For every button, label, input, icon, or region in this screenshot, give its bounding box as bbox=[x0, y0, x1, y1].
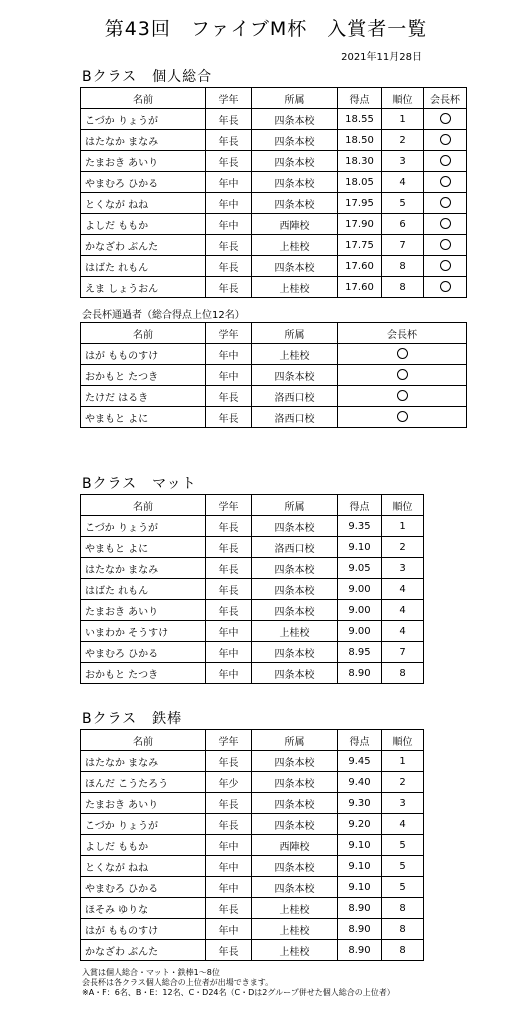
grade-cell: 年長 bbox=[206, 579, 252, 600]
column-header: 学年 bbox=[206, 88, 252, 109]
score-cell: 9.35 bbox=[338, 516, 382, 537]
score-cell: 9.30 bbox=[338, 793, 382, 814]
mat-header bbox=[81, 495, 424, 516]
score-cell: 17.90 bbox=[338, 214, 382, 235]
grade-cell: 年長 bbox=[206, 151, 252, 172]
name-cell: えま しょうおん bbox=[81, 277, 206, 298]
mat-heading: Bクラス マット bbox=[82, 476, 197, 492]
school-cell: 四条本校 bbox=[252, 365, 338, 386]
score-cell: 9.10 bbox=[338, 856, 382, 877]
column-header: 学年 bbox=[206, 323, 252, 344]
circle-mark-icon bbox=[397, 348, 408, 359]
school-cell: 四条本校 bbox=[252, 642, 338, 663]
score-cell: 9.00 bbox=[338, 579, 382, 600]
name-cell: こづか りょうが bbox=[81, 109, 206, 130]
footnote-line: 会長杯は各クラス個人総合の上位者が出場できます。 bbox=[82, 978, 274, 987]
name-cell: はたなか まなみ bbox=[81, 130, 206, 151]
rank-cell: 2 bbox=[382, 130, 424, 151]
rank-cell: 4 bbox=[382, 621, 424, 642]
school-cell: 四条本校 bbox=[252, 751, 338, 772]
school-cell: 上桂校 bbox=[252, 277, 338, 298]
name-cell: はが もものすけ bbox=[81, 919, 206, 940]
name-cell: ほそみ ゆりな bbox=[81, 898, 206, 919]
school-cell: 四条本校 bbox=[252, 814, 338, 835]
column-header: 順位 bbox=[382, 88, 424, 109]
circle-mark-icon bbox=[440, 218, 451, 229]
score-cell: 18.55 bbox=[338, 109, 382, 130]
column-header: 得点 bbox=[338, 88, 382, 109]
cup-mark-cell bbox=[424, 193, 467, 214]
school-cell: 上桂校 bbox=[252, 235, 338, 256]
school-cell: 上桂校 bbox=[252, 344, 338, 365]
school-cell: 洛西口校 bbox=[252, 537, 338, 558]
cup-mark-cell bbox=[424, 256, 467, 277]
rank-cell: 3 bbox=[382, 151, 424, 172]
rank-cell: 5 bbox=[382, 856, 424, 877]
rank-cell: 3 bbox=[382, 793, 424, 814]
name-cell: たけだ はるき bbox=[81, 386, 206, 407]
grade-cell: 年中 bbox=[206, 919, 252, 940]
column-header: 会長杯 bbox=[338, 323, 467, 344]
table-row bbox=[81, 856, 424, 877]
score-cell: 17.60 bbox=[338, 277, 382, 298]
school-cell: 四条本校 bbox=[252, 877, 338, 898]
school-cell: 四条本校 bbox=[252, 151, 338, 172]
grade-cell: 年長 bbox=[206, 814, 252, 835]
grade-cell: 年長 bbox=[206, 256, 252, 277]
circle-mark-icon bbox=[440, 176, 451, 187]
school-cell: 四条本校 bbox=[252, 558, 338, 579]
school-cell: 四条本校 bbox=[252, 600, 338, 621]
score-cell: 9.10 bbox=[338, 537, 382, 558]
name-cell: とくなが ねね bbox=[81, 856, 206, 877]
rank-cell: 4 bbox=[382, 600, 424, 621]
grade-cell: 年長 bbox=[206, 940, 252, 961]
score-cell: 9.10 bbox=[338, 877, 382, 898]
school-cell: 四条本校 bbox=[252, 772, 338, 793]
score-cell: 18.05 bbox=[338, 172, 382, 193]
table-row bbox=[81, 256, 467, 277]
circle-mark-icon bbox=[397, 411, 408, 422]
page-title: 第43回 ファイブM杯 入賞者一覧 bbox=[104, 18, 428, 40]
name-cell: よしだ ももか bbox=[81, 835, 206, 856]
table-row bbox=[81, 172, 467, 193]
grade-cell: 年長 bbox=[206, 130, 252, 151]
name-cell: はたなか まなみ bbox=[81, 558, 206, 579]
overall-body bbox=[81, 109, 467, 298]
rank-cell: 4 bbox=[382, 579, 424, 600]
grade-cell: 年長 bbox=[206, 516, 252, 537]
overall-header bbox=[81, 88, 467, 109]
bar-table bbox=[80, 729, 424, 961]
name-cell: こづか りょうが bbox=[81, 516, 206, 537]
grade-cell: 年長 bbox=[206, 235, 252, 256]
grade-cell: 年中 bbox=[206, 172, 252, 193]
name-cell: たまおき あいり bbox=[81, 600, 206, 621]
table-row bbox=[81, 793, 424, 814]
column-header: 名前 bbox=[81, 323, 206, 344]
cup-header bbox=[81, 323, 467, 344]
school-cell: 上桂校 bbox=[252, 621, 338, 642]
rank-cell: 8 bbox=[382, 898, 424, 919]
circle-mark-icon bbox=[440, 281, 451, 292]
rank-cell: 6 bbox=[382, 214, 424, 235]
grade-cell: 年長 bbox=[206, 537, 252, 558]
grade-cell: 年少 bbox=[206, 772, 252, 793]
column-header: 学年 bbox=[206, 730, 252, 751]
table-row bbox=[81, 151, 467, 172]
grade-cell: 年長 bbox=[206, 407, 252, 428]
table-row bbox=[81, 772, 424, 793]
grade-cell: 年中 bbox=[206, 663, 252, 684]
school-cell: 四条本校 bbox=[252, 516, 338, 537]
table-row bbox=[81, 940, 424, 961]
bar-body bbox=[81, 751, 424, 961]
rank-cell: 1 bbox=[382, 516, 424, 537]
school-cell: 上桂校 bbox=[252, 919, 338, 940]
score-cell: 17.95 bbox=[338, 193, 382, 214]
grade-cell: 年長 bbox=[206, 386, 252, 407]
school-cell: 四条本校 bbox=[252, 130, 338, 151]
score-cell: 9.00 bbox=[338, 600, 382, 621]
grade-cell: 年長 bbox=[206, 898, 252, 919]
column-header: 順位 bbox=[382, 730, 424, 751]
grade-cell: 年長 bbox=[206, 600, 252, 621]
cup-mark-cell bbox=[424, 109, 467, 130]
grade-cell: 年中 bbox=[206, 642, 252, 663]
table-row bbox=[81, 344, 467, 365]
grade-cell: 年長 bbox=[206, 558, 252, 579]
table-row bbox=[81, 407, 467, 428]
circle-mark-icon bbox=[440, 134, 451, 145]
cup-heading: 会長杯通過者（総合得点上位12名） bbox=[82, 310, 245, 321]
cup-mark-cell bbox=[424, 214, 467, 235]
rank-cell: 1 bbox=[382, 109, 424, 130]
score-cell: 9.00 bbox=[338, 621, 382, 642]
rank-cell: 8 bbox=[382, 919, 424, 940]
table-row bbox=[81, 516, 424, 537]
table-row bbox=[81, 600, 424, 621]
name-cell: はたなか まなみ bbox=[81, 751, 206, 772]
cup-body bbox=[81, 344, 467, 428]
score-cell: 8.90 bbox=[338, 940, 382, 961]
grade-cell: 年長 bbox=[206, 751, 252, 772]
score-cell: 9.05 bbox=[338, 558, 382, 579]
mat-body bbox=[81, 516, 424, 684]
name-cell: やまもと よに bbox=[81, 407, 206, 428]
school-cell: 四条本校 bbox=[252, 193, 338, 214]
score-cell: 8.90 bbox=[338, 898, 382, 919]
grade-cell: 年中 bbox=[206, 214, 252, 235]
score-cell: 8.95 bbox=[338, 642, 382, 663]
school-cell: 西陣校 bbox=[252, 214, 338, 235]
rank-cell: 8 bbox=[382, 940, 424, 961]
name-cell: やまむろ ひかる bbox=[81, 172, 206, 193]
grade-cell: 年中 bbox=[206, 835, 252, 856]
rank-cell: 7 bbox=[382, 642, 424, 663]
grade-cell: 年中 bbox=[206, 621, 252, 642]
name-cell: とくなが ねね bbox=[81, 193, 206, 214]
column-header: 名前 bbox=[81, 730, 206, 751]
circle-mark-icon bbox=[440, 113, 451, 124]
rank-cell: 4 bbox=[382, 172, 424, 193]
table-row bbox=[81, 919, 424, 940]
name-cell: はが もものすけ bbox=[81, 344, 206, 365]
table-row bbox=[81, 877, 424, 898]
header-row bbox=[81, 495, 424, 516]
rank-cell: 2 bbox=[382, 772, 424, 793]
score-cell: 8.90 bbox=[338, 919, 382, 940]
name-cell: よしだ ももか bbox=[81, 214, 206, 235]
score-cell: 9.40 bbox=[338, 772, 382, 793]
score-cell: 8.90 bbox=[338, 663, 382, 684]
name-cell: こづか りょうが bbox=[81, 814, 206, 835]
cup-mark-cell bbox=[424, 151, 467, 172]
grade-cell: 年中 bbox=[206, 877, 252, 898]
column-header: 所属 bbox=[252, 730, 338, 751]
school-cell: 四条本校 bbox=[252, 256, 338, 277]
score-cell: 18.30 bbox=[338, 151, 382, 172]
table-row bbox=[81, 130, 467, 151]
name-cell: やまむろ ひかる bbox=[81, 642, 206, 663]
footnote-line: ※A・F：6名、B・E：12名、C・D24名（C・Dは2グループ併せた個人総合の上位者） bbox=[82, 988, 395, 997]
circle-mark-icon bbox=[440, 239, 451, 250]
cup-mark-cell bbox=[338, 386, 467, 407]
table-row bbox=[81, 663, 424, 684]
overall-table bbox=[80, 87, 467, 298]
school-cell: 四条本校 bbox=[252, 856, 338, 877]
school-cell: 四条本校 bbox=[252, 109, 338, 130]
cup-mark-cell bbox=[338, 344, 467, 365]
footnote-line: 入賞は個人総合・マット・鉄棒1～8位 bbox=[82, 968, 220, 977]
rank-cell: 8 bbox=[382, 663, 424, 684]
table-row bbox=[81, 751, 424, 772]
cup-mark-cell bbox=[338, 407, 467, 428]
column-header: 名前 bbox=[81, 495, 206, 516]
score-cell: 17.75 bbox=[338, 235, 382, 256]
column-header: 順位 bbox=[382, 495, 424, 516]
column-header: 会長杯 bbox=[424, 88, 467, 109]
rank-cell: 3 bbox=[382, 558, 424, 579]
table-row bbox=[81, 214, 467, 235]
school-cell: 四条本校 bbox=[252, 579, 338, 600]
column-header: 学年 bbox=[206, 495, 252, 516]
school-cell: 四条本校 bbox=[252, 793, 338, 814]
circle-mark-icon bbox=[397, 369, 408, 380]
circle-mark-icon bbox=[440, 155, 451, 166]
rank-cell: 4 bbox=[382, 814, 424, 835]
school-cell: 上桂校 bbox=[252, 940, 338, 961]
circle-mark-icon bbox=[440, 197, 451, 208]
column-header: 所属 bbox=[252, 323, 338, 344]
school-cell: 四条本校 bbox=[252, 663, 338, 684]
rank-cell: 8 bbox=[382, 256, 424, 277]
rank-cell: 5 bbox=[382, 835, 424, 856]
name-cell: はばた れもん bbox=[81, 579, 206, 600]
event-date: 2021年11月28日 bbox=[341, 52, 422, 63]
score-cell: 9.45 bbox=[338, 751, 382, 772]
cup-mark-cell bbox=[424, 277, 467, 298]
school-cell: 洛西口校 bbox=[252, 407, 338, 428]
column-header: 得点 bbox=[338, 495, 382, 516]
name-cell: やまむろ ひかる bbox=[81, 877, 206, 898]
grade-cell: 年長 bbox=[206, 109, 252, 130]
column-header: 所属 bbox=[252, 495, 338, 516]
rank-cell: 8 bbox=[382, 277, 424, 298]
school-cell: 四条本校 bbox=[252, 172, 338, 193]
table-row bbox=[81, 365, 467, 386]
cup-mark-cell bbox=[338, 365, 467, 386]
grade-cell: 年中 bbox=[206, 856, 252, 877]
column-header: 名前 bbox=[81, 88, 206, 109]
name-cell: いまわか そうすけ bbox=[81, 621, 206, 642]
name-cell: やまもと よに bbox=[81, 537, 206, 558]
name-cell: たまおき あいり bbox=[81, 793, 206, 814]
rank-cell: 7 bbox=[382, 235, 424, 256]
name-cell: たまおき あいり bbox=[81, 151, 206, 172]
score-cell: 17.60 bbox=[338, 256, 382, 277]
table-row bbox=[81, 642, 424, 663]
rank-cell: 5 bbox=[382, 193, 424, 214]
table-row bbox=[81, 898, 424, 919]
cup-mark-cell bbox=[424, 172, 467, 193]
bar-header bbox=[81, 730, 424, 751]
grade-cell: 年中 bbox=[206, 344, 252, 365]
table-row bbox=[81, 579, 424, 600]
table-row bbox=[81, 235, 467, 256]
grade-cell: 年長 bbox=[206, 793, 252, 814]
table-row bbox=[81, 277, 467, 298]
score-cell: 9.20 bbox=[338, 814, 382, 835]
header-row bbox=[81, 323, 467, 344]
overall-heading: Bクラス 個人総合 bbox=[82, 69, 213, 85]
grade-cell: 年中 bbox=[206, 365, 252, 386]
name-cell: ほんだ こうたろう bbox=[81, 772, 206, 793]
rank-cell: 5 bbox=[382, 877, 424, 898]
name-cell: はばた れもん bbox=[81, 256, 206, 277]
grade-cell: 年長 bbox=[206, 277, 252, 298]
circle-mark-icon bbox=[440, 260, 451, 271]
table-row bbox=[81, 621, 424, 642]
score-cell: 18.50 bbox=[338, 130, 382, 151]
footnotes bbox=[82, 968, 395, 998]
school-cell: 上桂校 bbox=[252, 898, 338, 919]
name-cell: おかもと たつき bbox=[81, 365, 206, 386]
header-row bbox=[81, 730, 424, 751]
mat-table bbox=[80, 494, 424, 684]
name-cell: かなざわ ぶんた bbox=[81, 940, 206, 961]
header-row bbox=[81, 88, 467, 109]
circle-mark-icon bbox=[397, 390, 408, 401]
cup-table bbox=[80, 322, 467, 428]
table-row bbox=[81, 558, 424, 579]
name-cell: おかもと たつき bbox=[81, 663, 206, 684]
column-header: 得点 bbox=[338, 730, 382, 751]
table-row bbox=[81, 814, 424, 835]
rank-cell: 2 bbox=[382, 537, 424, 558]
cup-mark-cell bbox=[424, 130, 467, 151]
rank-cell: 1 bbox=[382, 751, 424, 772]
table-row bbox=[81, 537, 424, 558]
cup-mark-cell bbox=[424, 235, 467, 256]
table-row bbox=[81, 835, 424, 856]
table-row bbox=[81, 386, 467, 407]
score-cell: 9.10 bbox=[338, 835, 382, 856]
bar-heading: Bクラス 鉄棒 bbox=[82, 711, 183, 727]
table-row bbox=[81, 109, 467, 130]
name-cell: かなざわ ぶんた bbox=[81, 235, 206, 256]
school-cell: 洛西口校 bbox=[252, 386, 338, 407]
table-row bbox=[81, 193, 467, 214]
column-header: 所属 bbox=[252, 88, 338, 109]
grade-cell: 年中 bbox=[206, 193, 252, 214]
school-cell: 西陣校 bbox=[252, 835, 338, 856]
